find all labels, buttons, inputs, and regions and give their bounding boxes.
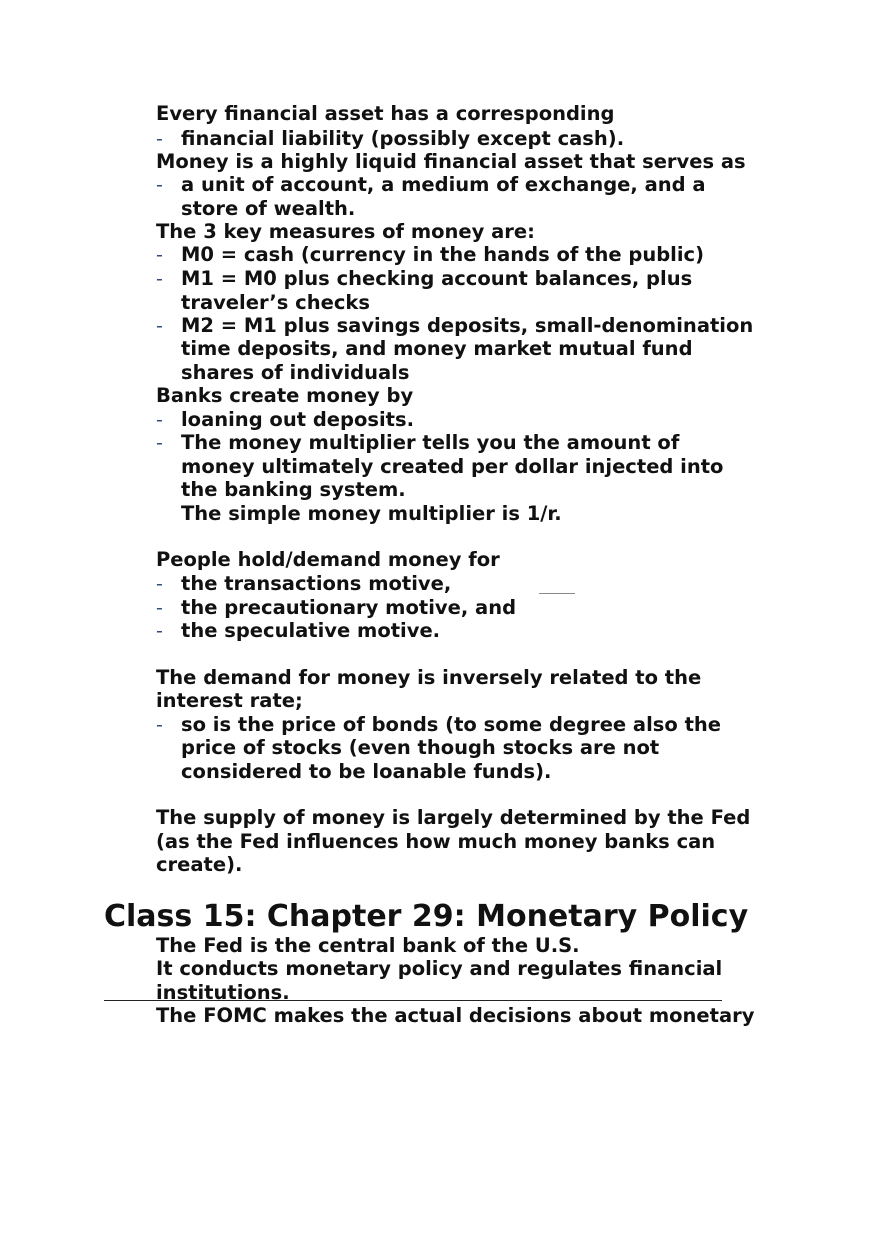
money-item-continued: store of wealth.	[181, 197, 356, 220]
bullet-dash: -	[156, 268, 163, 290]
banks-item: loaning out deposits.	[181, 408, 414, 431]
measures-line: The 3 key measures of money are:	[156, 220, 535, 243]
bullet-dash: -	[156, 174, 163, 196]
money-item: a unit of account, a medium of exchange, and a	[181, 173, 706, 196]
bullet-dash: -	[156, 573, 163, 595]
m0-item: M0 = cash (currency in the hands of the public)	[181, 243, 705, 266]
bullet-dash: -	[156, 620, 163, 642]
banks-line: Banks create money by	[156, 384, 414, 407]
multiplier-item-continued: the banking system.	[181, 478, 406, 501]
m1-item-continued: traveler’s checks	[181, 291, 370, 314]
demand-line-continued: interest rate;	[156, 689, 303, 712]
chapter-line: The FOMC makes the actual decisions about monetary	[156, 1004, 755, 1027]
m2-item: M2 = M1 plus savings deposits, small-denomination	[181, 314, 754, 337]
bullet-dash: -	[156, 128, 163, 150]
bullet-dash: -	[156, 409, 163, 431]
supply-line: The supply of money is largely determined by the Fed	[156, 806, 751, 829]
horizontal-rule	[104, 1000, 722, 1001]
chapter-line: It conducts monetary policy and regulates financial	[156, 957, 723, 980]
bullet-dash: -	[156, 244, 163, 266]
chapter-line: The Fed is the central bank of the U.S.	[156, 934, 580, 957]
supply-line-continued: (as the Fed influences how much money banks can	[156, 830, 716, 853]
transactions-motive: the transactions motive,	[181, 572, 452, 595]
m1-item: M1 = M0 plus checking account balances, plus	[181, 267, 693, 290]
chapter-heading: Class 15: Chapter 29: Monetary Policy	[104, 899, 749, 934]
intro-line: Every financial asset has a corresponding	[156, 102, 615, 125]
speculative-motive: the speculative motive.	[181, 619, 441, 642]
m2-item-continued: time deposits, and money market mutual fund	[181, 337, 693, 360]
chapter-line-continued: institutions.	[156, 981, 290, 1004]
people-line: People hold/demand money for	[156, 548, 500, 571]
multiplier-item: The money multiplier tells you the amount of	[181, 431, 680, 454]
bullet-dash: -	[156, 315, 163, 337]
bonds-item-continued: price of stocks (even though stocks are not	[181, 736, 660, 759]
bonds-item: so is the price of bonds (to some degree also the	[181, 713, 722, 736]
bullet-dash: -	[156, 597, 163, 619]
bullet-dash: -	[156, 432, 163, 454]
stray-line	[539, 593, 575, 594]
intro-item: financial liability (possibly except cash).	[181, 127, 625, 150]
m2-item-continued: shares of individuals	[181, 361, 410, 384]
bonds-item-continued: considered to be loanable funds).	[181, 760, 552, 783]
bullet-dash: -	[156, 714, 163, 736]
demand-line: The demand for money is inversely related to the	[156, 666, 702, 689]
multiplier-item-continued: money ultimately created per dollar injected into	[181, 455, 724, 478]
precautionary-motive: the precautionary motive, and	[181, 596, 517, 619]
multiplier-formula: The simple money multiplier is 1/r.	[181, 502, 562, 525]
supply-line-continued: create).	[156, 853, 243, 876]
money-line: Money is a highly liquid financial asset that serves as	[156, 150, 746, 173]
